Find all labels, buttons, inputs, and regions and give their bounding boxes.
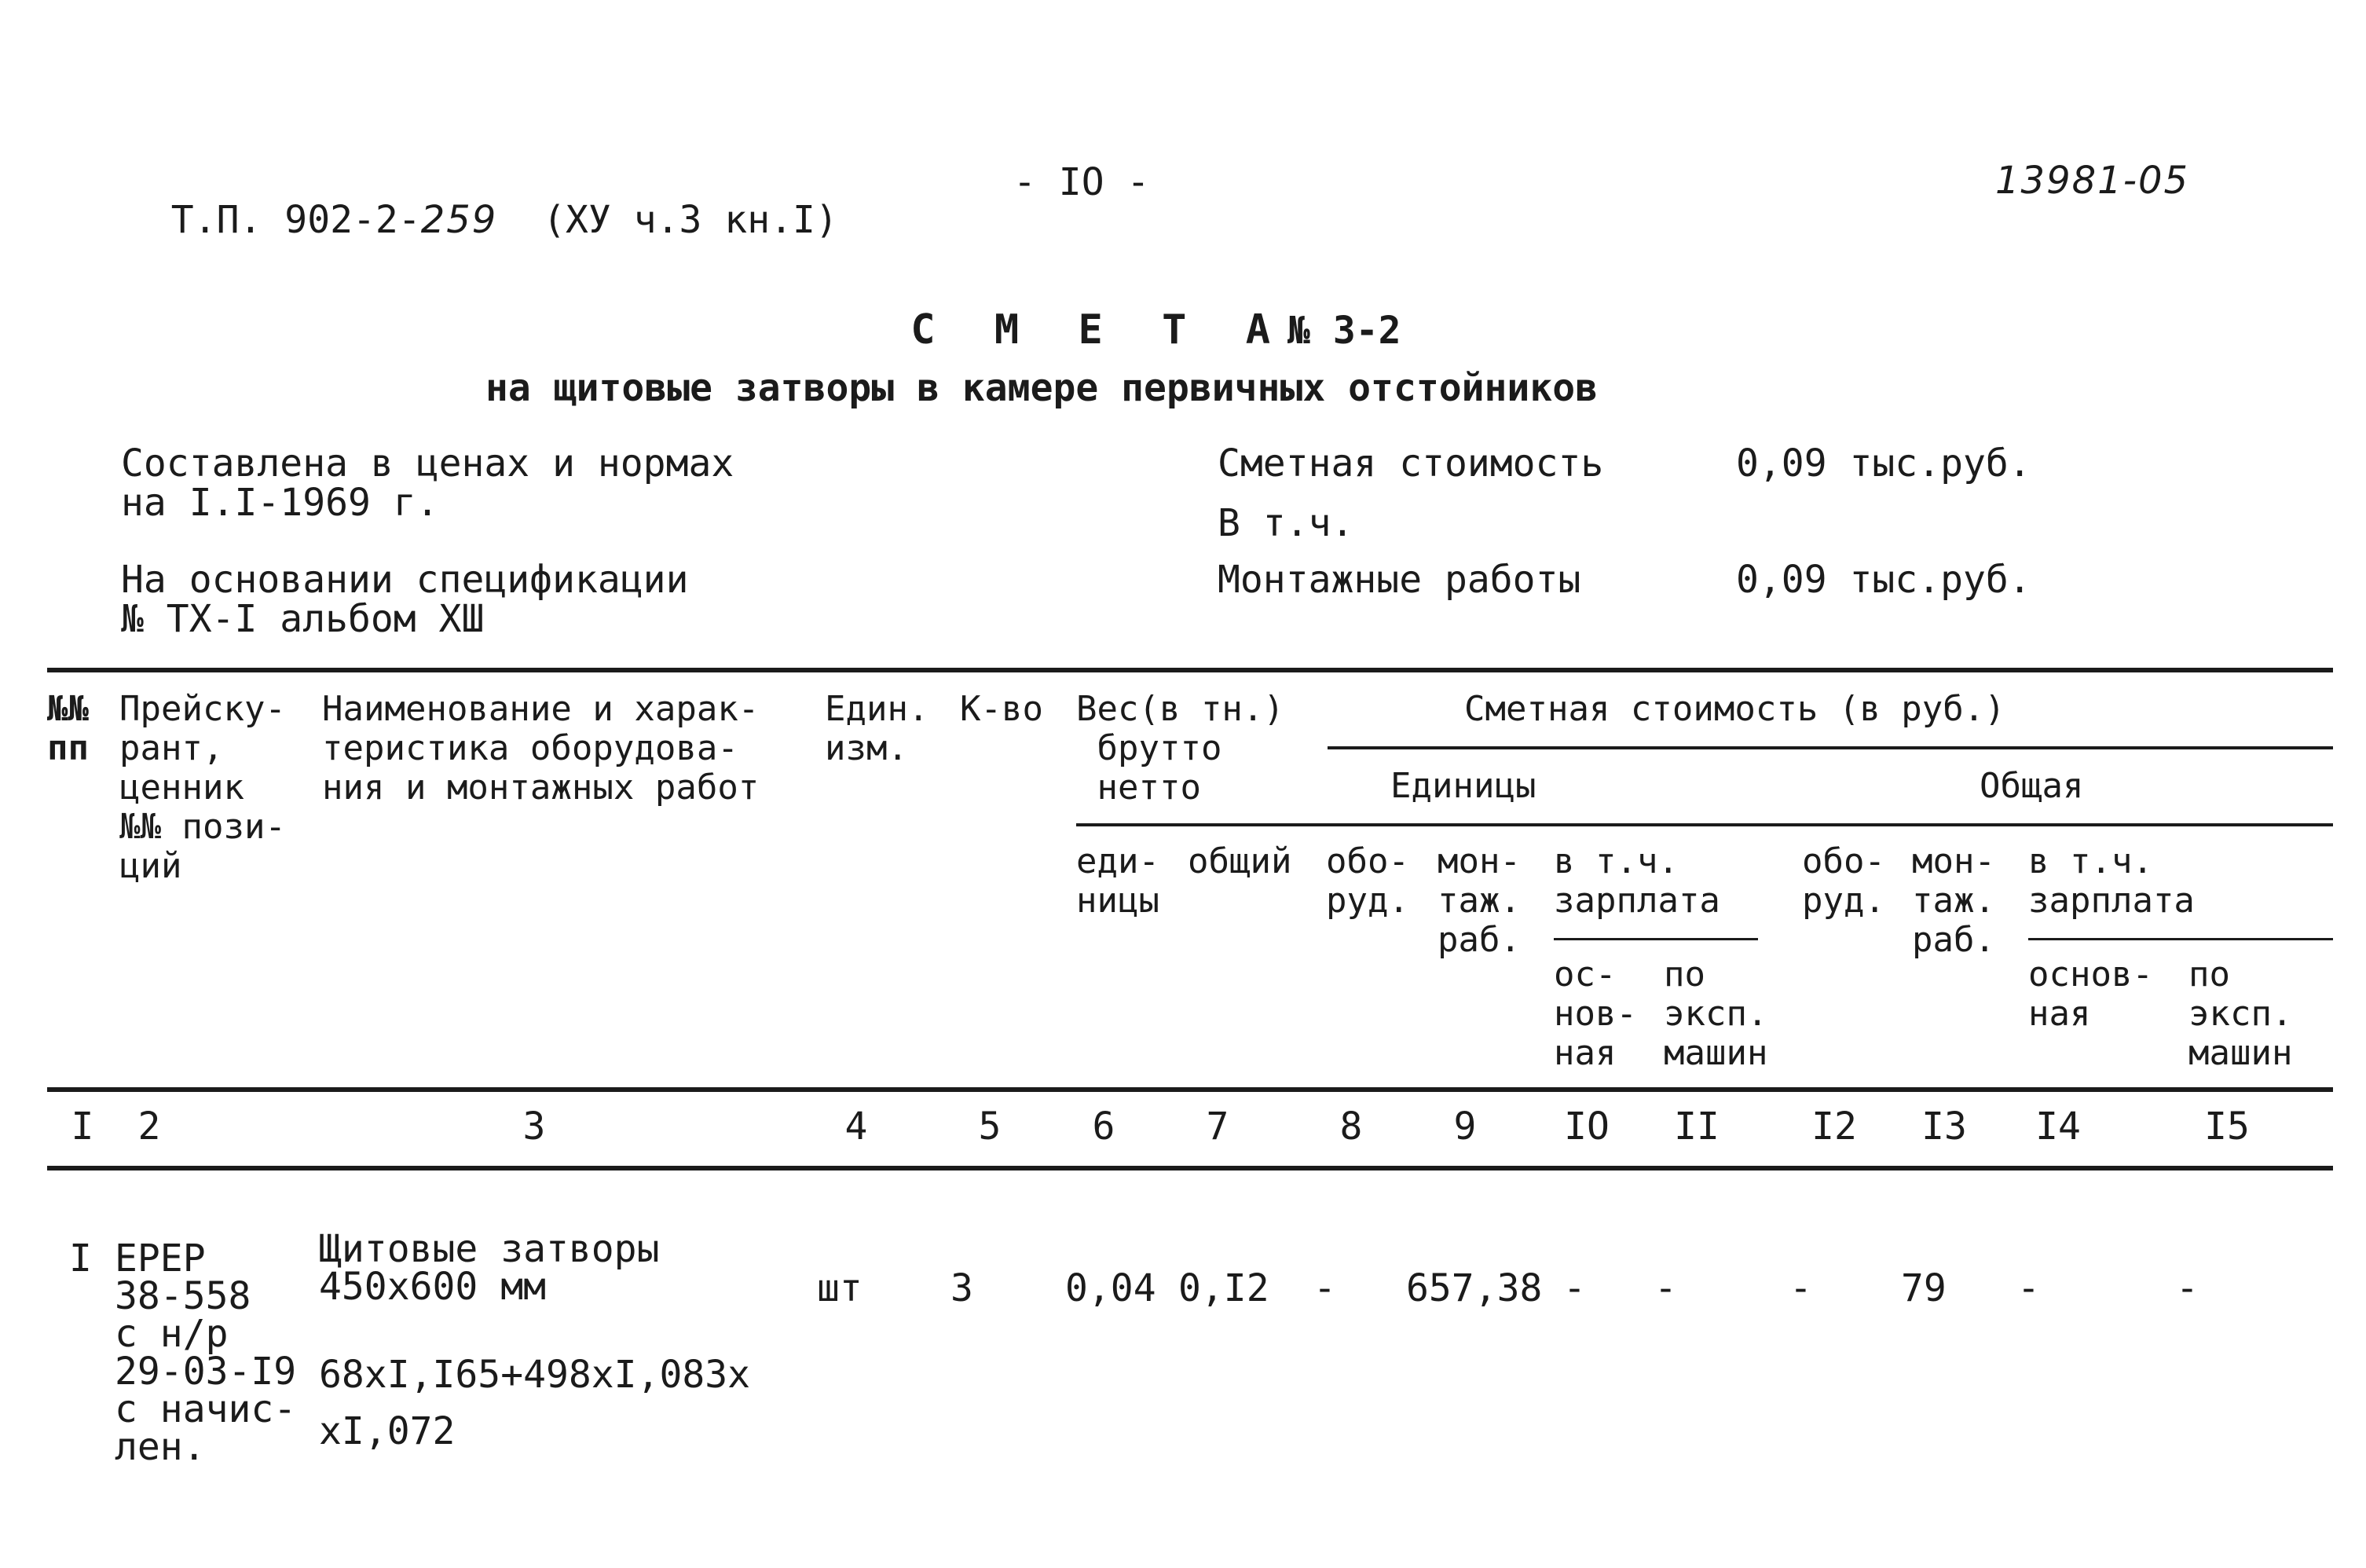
prices-line-1: Составлена в ценах и нормах xyxy=(121,441,734,485)
col-header-unit-equipment: обо- руд. xyxy=(1326,841,1409,921)
column-number: 6 xyxy=(1092,1105,1115,1149)
column-number: 3 xyxy=(522,1105,546,1149)
column-number: 4 xyxy=(844,1105,868,1149)
mount-value: 0,09 тыс.руб. xyxy=(1736,558,2031,602)
title-number: № 3-2 xyxy=(1287,309,1401,353)
doc-code xyxy=(126,163,838,242)
row-unit-wage-machines: - xyxy=(1654,1266,1677,1310)
col-header-quantity: К-во xyxy=(960,689,1043,729)
title-smeta: С М Е Т А xyxy=(910,306,1288,354)
doc-suffix: (ХУ ч.3 кн.I) xyxy=(543,198,838,242)
col-header-name: Наименование и харак- теристика оборудова- ния и монтажных работ xyxy=(322,689,760,808)
unit-wage-rule xyxy=(1554,938,1758,940)
row-weight-unit: 0,04 xyxy=(1065,1266,1156,1310)
document-subtitle: на щитовые затворы в камере первичных отстойников xyxy=(485,366,1599,410)
col-header-number: №№ пп xyxy=(47,689,89,768)
column-number: 5 xyxy=(978,1105,1002,1149)
row-unit-equipment: - xyxy=(1313,1266,1336,1310)
document-title xyxy=(895,297,1401,354)
col-header-unit-wage-basic: ос- нов- ная xyxy=(1554,954,1637,1073)
page-number: - IO - xyxy=(1013,160,1150,204)
column-number: 2 xyxy=(137,1105,161,1149)
header-bottom-rule xyxy=(47,1087,2333,1092)
col-header-pricelist: Прейску- рант, ценник №№ пози- ций xyxy=(119,689,286,886)
column-number: 8 xyxy=(1339,1105,1363,1149)
row-name: Щитовые затворы 450х600 мм xyxy=(319,1227,660,1309)
doc-prefix: Т.П. 902-2- xyxy=(170,198,421,242)
subcolumn-rule xyxy=(1076,823,2333,826)
col-header-unit-wage: в т.ч. зарплата xyxy=(1554,841,1720,921)
col-header-total-wage-basic: основ- ная xyxy=(2028,954,2153,1034)
doc-number-handwritten: 259 xyxy=(420,198,498,242)
column-number: I4 xyxy=(2035,1105,2081,1149)
row-quantity: 3 xyxy=(950,1266,973,1310)
column-numbers-rule xyxy=(47,1166,2333,1171)
incl-label: В т.ч. xyxy=(1218,501,1354,545)
col-header-units: Единицы xyxy=(1390,766,1536,806)
column-number: IO xyxy=(1564,1105,1610,1149)
col-header-total-equipment: обо- руд. xyxy=(1802,841,1885,921)
row-total-equipment: - xyxy=(1789,1266,1812,1310)
total-wage-rule xyxy=(2028,938,2333,940)
column-number: 9 xyxy=(1453,1105,1477,1149)
column-number: I5 xyxy=(2204,1105,2250,1149)
row-total-wage-machines: - xyxy=(2176,1266,2199,1310)
col-header-unit: Един. изм. xyxy=(825,689,929,768)
col-header-estimated-cost: Сметная стоимость (в руб.) xyxy=(1464,689,2005,729)
col-header-total-wage: в т.ч. зарплата xyxy=(2028,841,2195,921)
cost-label: Сметная стоимость xyxy=(1218,441,1604,485)
col-header-unit-wage-machines: по эксп. машин xyxy=(1664,954,1768,1073)
row-calculation: 68хI,I65+498хI,083х хI,072 xyxy=(319,1353,751,1453)
mount-label: Монтажные работы xyxy=(1218,558,1581,602)
row-number: I xyxy=(69,1236,92,1280)
column-number: I xyxy=(71,1105,94,1149)
col-header-total-wage-machines: по эксп. машин xyxy=(2188,954,2293,1073)
col-header-weight-unit: еди- ницы xyxy=(1076,841,1159,921)
col-header-unit-mounting: мон- таж. раб. xyxy=(1438,841,1521,960)
table-top-rule xyxy=(47,668,2333,672)
row-total-mounting: 79 xyxy=(1901,1266,1947,1310)
basis-line-1: На основании спецификации xyxy=(121,558,689,602)
cost-subheader-rule xyxy=(1328,746,2333,749)
basis-line-2: № ТХ-I альбом ХШ xyxy=(121,597,485,641)
row-unit-mounting: 657,38 xyxy=(1406,1266,1543,1310)
col-header-total: Общая xyxy=(1980,766,2084,806)
column-number: II xyxy=(1674,1105,1720,1149)
reference-number: 13981-05 xyxy=(1995,159,2190,203)
col-header-weight-total: общий xyxy=(1188,841,1292,881)
col-header-weight: Вес(в тн.) брутто нетто xyxy=(1076,689,1284,808)
prices-line-2: на I.I-1969 г. xyxy=(121,481,439,525)
col-header-total-mounting: мон- таж. раб. xyxy=(1912,841,1995,960)
column-number: 7 xyxy=(1206,1105,1229,1149)
row-pricelist: ЕРЕР 38-558 с н/р 29-03-I9 с начис- лен. xyxy=(115,1236,297,1469)
column-number: I2 xyxy=(1811,1105,1857,1149)
row-weight-total: 0,I2 xyxy=(1178,1266,1269,1310)
row-unit-wage-basic: - xyxy=(1563,1266,1586,1310)
column-number: I3 xyxy=(1921,1105,1967,1149)
row-total-wage-basic: - xyxy=(2017,1266,2040,1310)
row-unit: шт xyxy=(817,1266,863,1310)
cost-value: 0,09 тыс.руб. xyxy=(1736,441,2031,485)
